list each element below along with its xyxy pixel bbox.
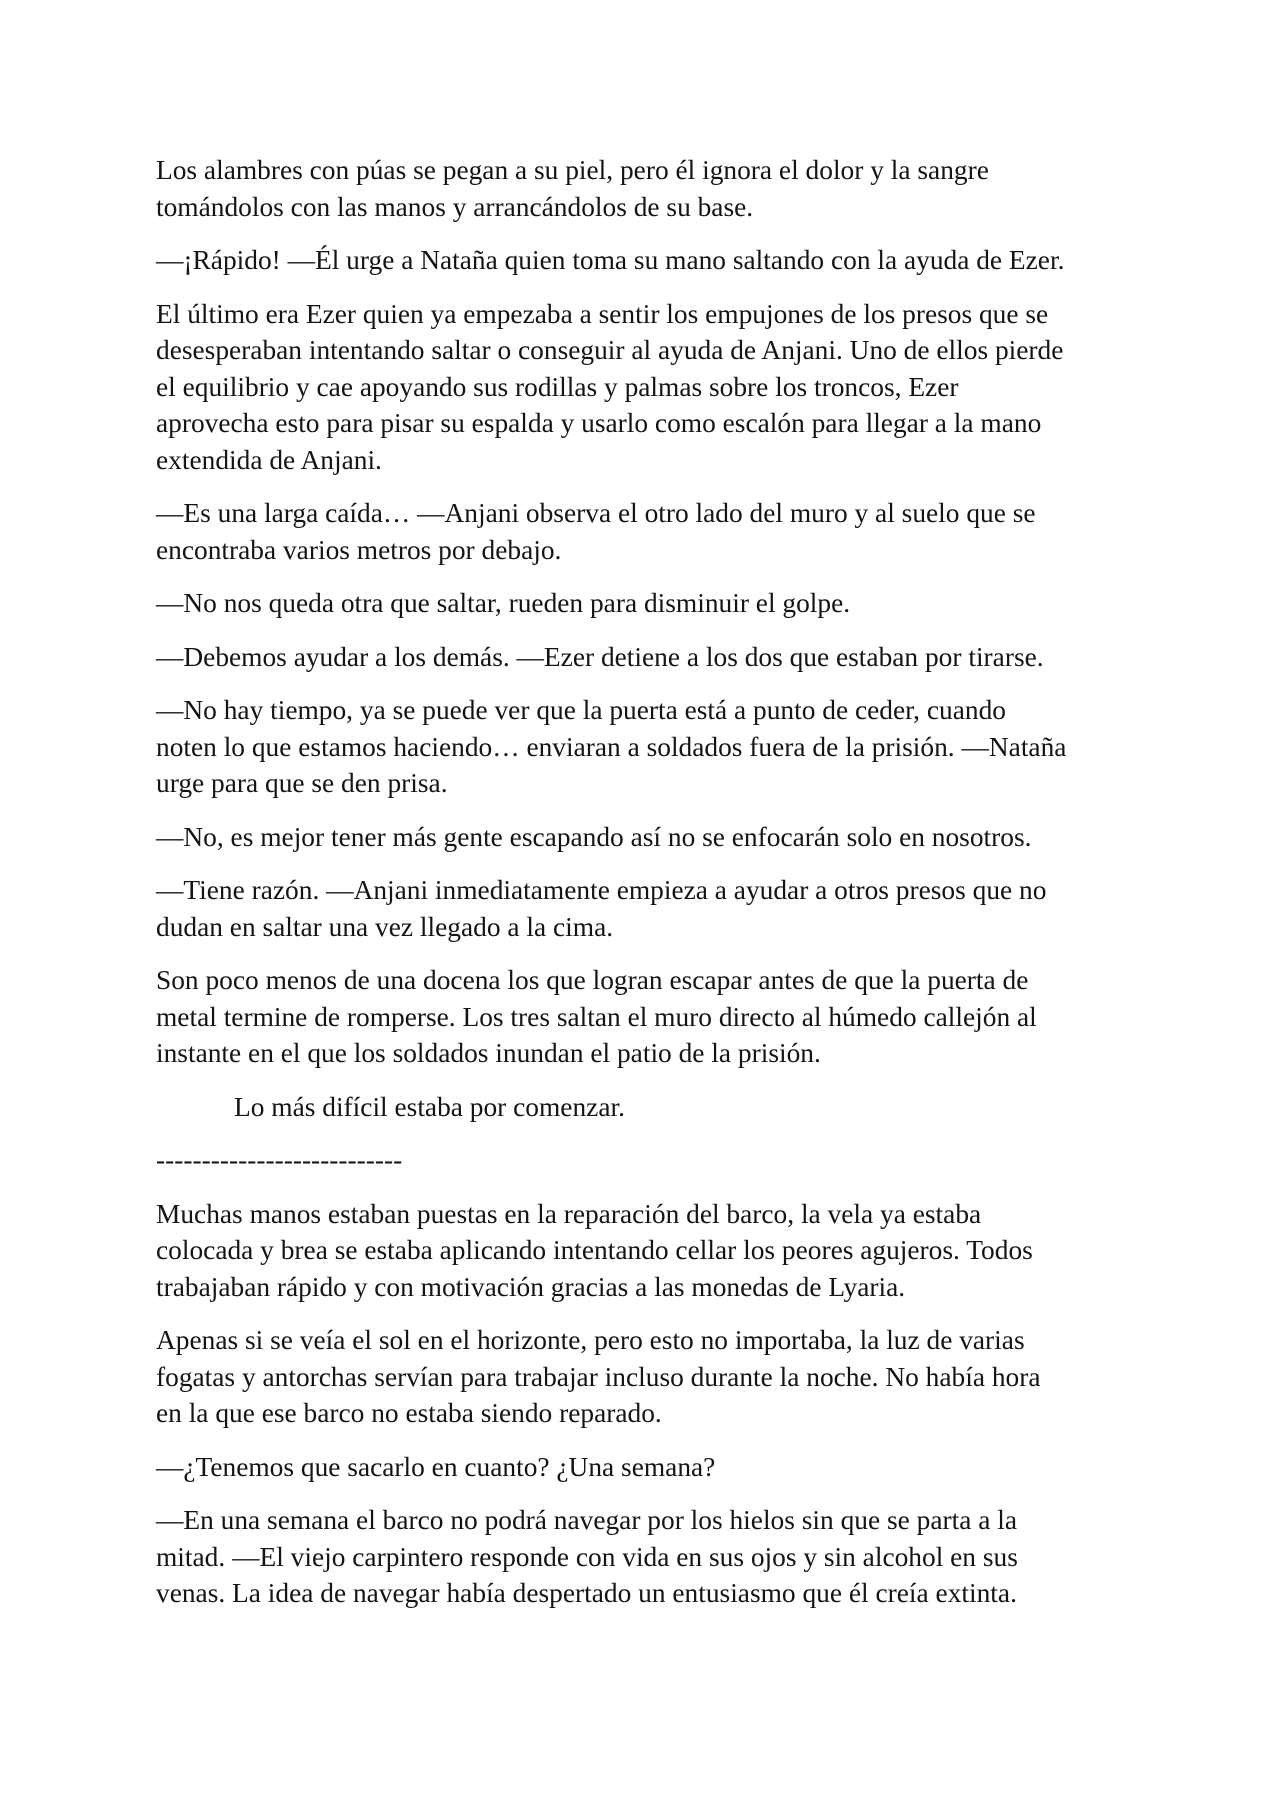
text-line: desesperaban intentando saltar o conseguir al ayuda de Anjani. Uno de ellos pierde	[156, 335, 1064, 365]
text-line: El último era Ezer quien ya empezaba a sentir los empujones de los presos que se	[156, 298, 1049, 329]
text-line: tomándolos con las manos y arrancándolos de su base.	[156, 191, 754, 222]
dialogue-paragraph	[156, 495, 1156, 568]
dialogue-paragraph	[156, 242, 1156, 279]
separator-line: ---------------------------	[156, 1145, 403, 1175]
dialogue-paragraph	[156, 639, 1156, 676]
document-page	[156, 152, 1156, 1629]
text-line: —En una semana el barco no podrá navegar por los hielos sin que se parta a la	[156, 1505, 1017, 1535]
text-line: el equilibrio y cae apoyando sus rodillas y palmas sobre los troncos, Ezer	[156, 371, 959, 402]
dialogue-paragraph	[156, 872, 1156, 945]
dialogue-paragraph	[156, 585, 1156, 622]
text-line: mitad. —El viejo carpintero responde con vida en sus ojos y sin alcohol en sus	[156, 1541, 1018, 1572]
paragraph	[156, 1322, 1156, 1432]
dialogue-paragraph	[156, 1449, 1156, 1486]
text-line: —¿Tenemos que sacarlo en cuanto? ¿Una semana?	[156, 1451, 716, 1482]
text-line: aprovecha esto para pisar su espalda y usarlo como escalón para llegar a la mano	[156, 408, 1042, 438]
text-line: —No nos queda otra que saltar, rueden para disminuir el golpe.	[156, 588, 851, 618]
dialogue-paragraph	[156, 819, 1156, 856]
paragraph	[156, 962, 1156, 1072]
text-line: noten lo que estamos haciendo… enviaran a soldados fuera de la prisión. —Nataña	[156, 731, 1067, 762]
text-line: en la que ese barco no estaba siendo reparado.	[156, 1398, 662, 1428]
text-line: Los alambres con púas se pegan a su piel, pero él ignora el dolor y la sangre	[156, 155, 989, 185]
text-line: —Es una larga caída… —Anjani observa el otro lado del muro y al suelo que se	[156, 498, 1036, 528]
text-line: metal termine de romperse. Los tres saltan el muro directo al húmedo callejón al	[156, 1001, 1037, 1032]
paragraph	[156, 152, 1156, 225]
text-line: urge para que se den prisa.	[156, 768, 448, 798]
text-line: Muchas manos estaban puestas en la reparación del barco, la vela ya estaba	[156, 1198, 982, 1229]
text-line: —Tiene razón. —Anjani inmediatamente empieza a ayudar a otros presos que no	[156, 875, 1047, 905]
text-line: extendida de Anjani.	[156, 444, 382, 475]
text-line: Apenas si se veía el sol en el horizonte, pero esto no importaba, la luz de varias	[156, 1325, 1025, 1355]
paragraph	[156, 296, 1156, 479]
text-line: trabajaban rápido y con motivación gracias a las monedas de Lyaria.	[156, 1271, 906, 1302]
indented-paragraph	[156, 1089, 1156, 1126]
text-line: —No, es mejor tener más gente escapando así no se enfocarán solo en nosotros.	[156, 821, 1032, 852]
dialogue-paragraph	[156, 1502, 1156, 1612]
text-line: fogatas y antorchas servían para trabajar incluso durante la noche. No había hora	[156, 1361, 1041, 1392]
text-line: instante en el que los soldados inundan el patio de la prisión.	[156, 1038, 821, 1068]
text-line: —Debemos ayudar a los demás. —Ezer detiene a los dos que estaban por tirarse.	[156, 641, 1044, 672]
text-line: encontraba varios metros por debajo.	[156, 534, 562, 565]
paragraph	[156, 1196, 1156, 1306]
dialogue-paragraph	[156, 692, 1156, 802]
text-line: —¡Rápido! —Él urge a Nataña quien toma su mano saltando con la ayuda de Ezer.	[156, 245, 1065, 275]
text-line: —No hay tiempo, ya se puede ver que la puerta está a punto de ceder, cuando	[156, 695, 1006, 725]
text-line: venas. La idea de navegar había despertado un entusiasmo que él creía extinta.	[156, 1578, 1017, 1608]
text-line: colocada y brea se estaba aplicando intentando cellar los peores agujeros. Todos	[156, 1235, 1033, 1265]
section-separator	[156, 1142, 1156, 1179]
text-line: Son poco menos de una docena los que logran escapar antes de que la puerta de	[156, 965, 1029, 995]
text-line: Lo más difícil estaba por comenzar.	[234, 1091, 625, 1122]
text-line: dudan en saltar una vez llegado a la cima.	[156, 911, 614, 942]
